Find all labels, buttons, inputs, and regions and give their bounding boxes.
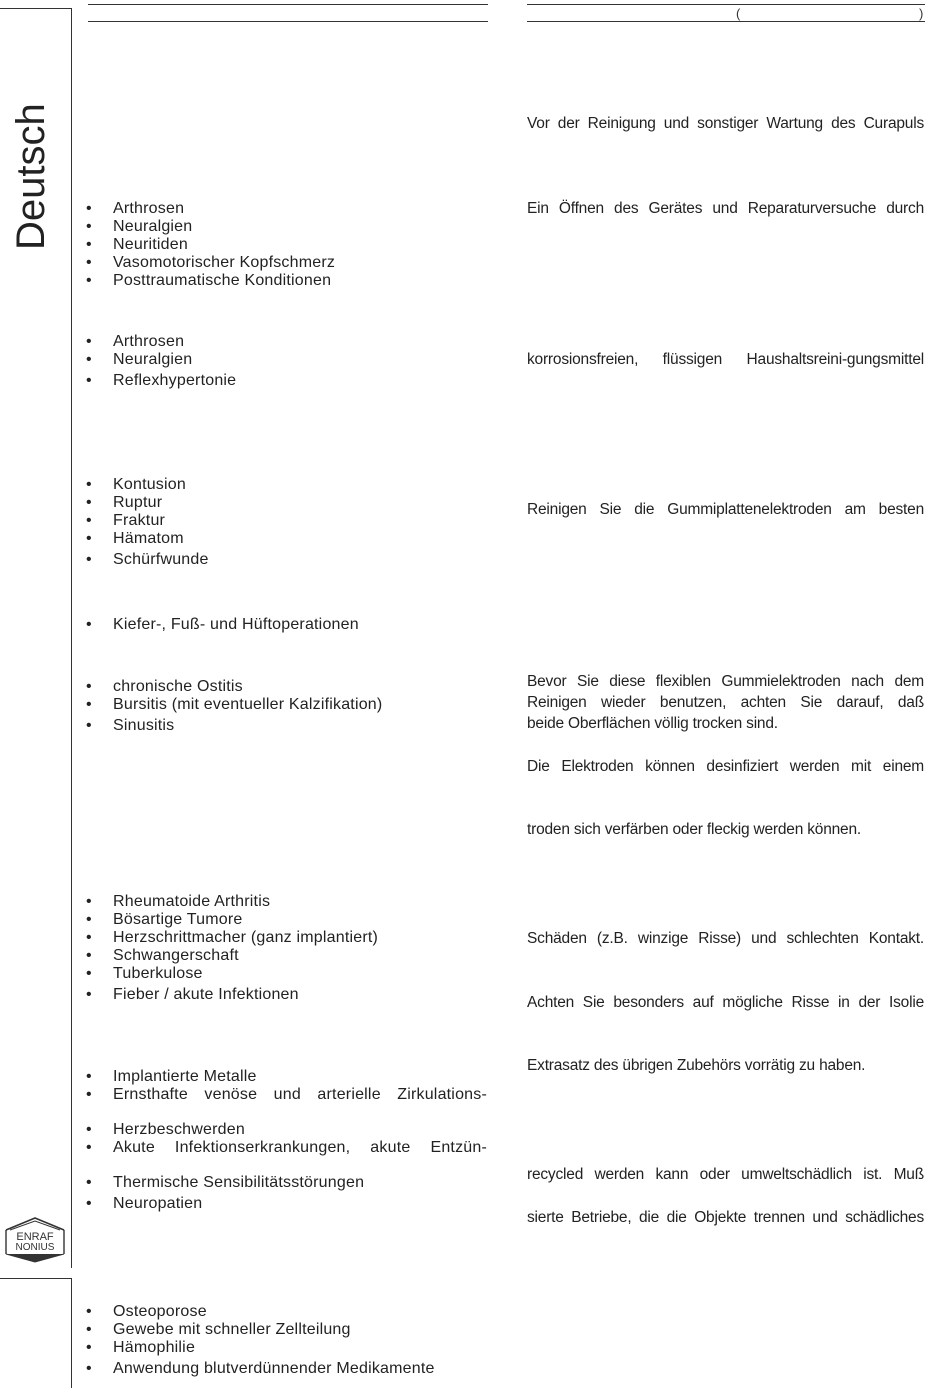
- list-item: • Schürfwunde: [86, 551, 209, 569]
- contraindication-list-2: [86, 1068, 487, 1213]
- list-item: • Herzbeschwerden: [86, 1121, 487, 1139]
- list-item: • Ernsthafte venöse und arterielle Zirkulations-: [86, 1086, 487, 1104]
- maintenance-paragraph-1: [527, 113, 924, 134]
- header-rule-right-bottom: [527, 21, 925, 22]
- text-line: Schäden (z.B. winzige Risse) und schlechten Kontakt.: [527, 930, 924, 947]
- disinfection-paragraph: [527, 756, 924, 777]
- indication-list-5: [86, 678, 382, 735]
- indication-list-2: [86, 333, 236, 390]
- list-item: • chronische Ostitis: [86, 678, 382, 696]
- list-item: • Neuritiden: [86, 236, 335, 254]
- text-line: Achten Sie besonders auf mögliche Risse in der Isolie: [527, 994, 924, 1011]
- header-rule-right-top: [527, 4, 925, 5]
- cleaning-paragraph-1: [527, 349, 924, 370]
- list-item: • Arthrosen: [86, 200, 335, 218]
- text-line: Vor der Reinigung und sonstiger Wartung des Curapuls: [527, 115, 924, 132]
- list-item: • Posttraumatische Konditionen: [86, 272, 335, 290]
- list-item: • Implantierte Metalle: [86, 1068, 487, 1086]
- list-item: • Rheumatoide Arthritis: [86, 893, 378, 911]
- header-paren-close: ): [919, 6, 924, 21]
- text-line: Extrasatz des übrigen Zubehörs vorrätig zu haben.: [527, 1057, 866, 1074]
- text-line: Reinigen wieder benutzen, achten Sie darauf, daß: [527, 694, 924, 711]
- text-line: korrosionsfreien, flüssigen Haushaltsreini-gungsmittel: [527, 351, 924, 368]
- text-line: Die Elektroden können desinfiziert werden mit einem: [527, 758, 924, 775]
- indication-list-4: [86, 616, 359, 634]
- list-item: • Kontusion: [86, 476, 209, 494]
- list-item: • Vasomotorischer Kopfschmerz: [86, 254, 335, 272]
- contraindication-list-3: [86, 1303, 435, 1378]
- logo-text-line1: ENRAF: [16, 1231, 54, 1243]
- logo-text-line2: NONIUS: [15, 1242, 55, 1253]
- cleaning-paragraph-2: [527, 499, 924, 520]
- list-item: • Reflexhypertonie: [86, 372, 236, 390]
- list-item: • Fieber / akute Infektionen: [86, 986, 378, 1004]
- list-item: • Sinusitis: [86, 717, 382, 735]
- list-item: • Fraktur: [86, 512, 209, 530]
- list-item: • Akute Infektionserkrankungen, akute Entzün-: [86, 1139, 487, 1157]
- text-line: sierte Betriebe, die die Objekte trennen und schädliches: [527, 1209, 924, 1226]
- damage-paragraph: [527, 928, 924, 949]
- list-item: • Bursitis (mit eventueller Kalzifikation): [86, 696, 382, 714]
- list-item: • Bösartige Tumore: [86, 911, 378, 929]
- indication-list-3: [86, 476, 209, 569]
- list-item: • Tuberkulose: [86, 965, 378, 983]
- discoloration-paragraph: [527, 819, 924, 840]
- recycling-paragraph-1: [527, 1164, 924, 1185]
- text-line: troden sich verfärben oder fleckig werden können.: [527, 821, 861, 838]
- text-line: Reinigen Sie die Gummiplattenelektroden am besten: [527, 501, 924, 518]
- list-item: • Thermische Sensibilitätsstörungen: [86, 1174, 487, 1192]
- contraindication-list-1: [86, 893, 378, 1004]
- list-item: • Neuralgien: [86, 218, 335, 236]
- enraf-nonius-logo: [2, 1214, 68, 1264]
- list-item: • Kiefer-, Fuß- und Hüftoperationen: [86, 616, 359, 634]
- list-item: • Herzschrittmacher (ganz implantiert): [86, 929, 378, 947]
- list-item: • Schwangerschaft: [86, 947, 378, 965]
- accessories-paragraph: [527, 1055, 924, 1076]
- recycling-paragraph-2: [527, 1207, 924, 1228]
- text-line: recycled werden kann oder umweltschädlich ist. Muß: [527, 1166, 924, 1183]
- sidebar-frame-bottom: [0, 1278, 72, 1388]
- text-line: beide Oberflächen völlig trocken sind.: [527, 715, 778, 732]
- list-item: • Hämophilie: [86, 1339, 435, 1357]
- maintenance-paragraph-2: [527, 198, 924, 219]
- text-line: Ein Öffnen des Gerätes und Reparaturversuche durch: [527, 200, 924, 217]
- list-item: • Neuropatien: [86, 1195, 487, 1213]
- header-rule-left-top: [88, 4, 488, 5]
- header-rule-left-bottom: [88, 21, 488, 22]
- list-item: • Anwendung blutverdünnender Medikamente: [86, 1360, 435, 1378]
- insulation-paragraph: [527, 992, 924, 1013]
- header-paren-open: (: [736, 6, 741, 21]
- indication-list-1: [86, 200, 335, 290]
- list-item: • Hämatom: [86, 530, 209, 548]
- list-item: • Osteoporose: [86, 1303, 435, 1321]
- cleaning-paragraph-3: [527, 671, 924, 734]
- list-item: • Gewebe mit schneller Zellteilung: [86, 1321, 435, 1339]
- list-item: • Ruptur: [86, 494, 209, 512]
- list-item: • Neuralgien: [86, 351, 236, 369]
- language-label: Deutsch: [9, 103, 53, 250]
- list-item: • Arthrosen: [86, 333, 236, 351]
- text-line: Bevor Sie diese flexiblen Gummielektroden nach dem: [527, 673, 924, 690]
